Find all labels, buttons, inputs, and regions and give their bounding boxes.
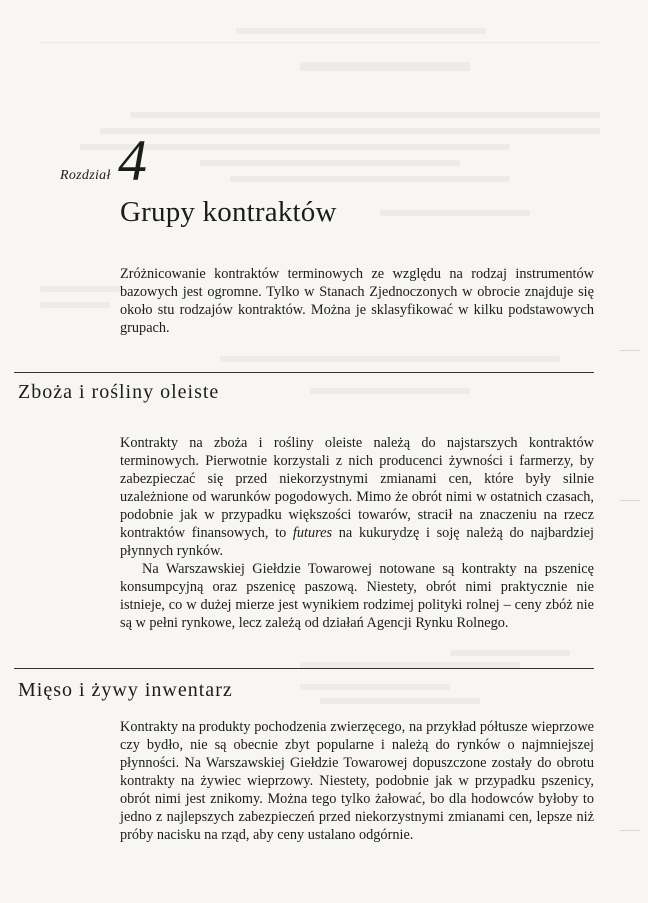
section-body-livestock [120,718,594,844]
section-heading-livestock: Mięso i żywy inwentarz [18,679,233,701]
paragraph: Kontrakty na produkty pochodzenia zwierzęcego, na przykład półtusze wieprzowe czy bydło, nie są obecnie zbyt popularne i należą do rynków o najmniejszej płynności. Na Warszawskiej Giełdzie Towarowej dopuszczone zostały do obrotu kontrakty na żywiec wieprzowy. Niestety, podobnie jak w przypadku pszenicy, obrót nimi jest znikomy. Można tego tylko żałować, bo dla hodowców byłoby to jedno z najlepszych zabezpieczeń przed niekorzystnymi zmianami cen, lepsze niż próby nacisku na rząd, aby ceny ustalano odgórnie. [120,719,594,843]
margin-mark [620,830,640,831]
paragraph-text: na kukurydzę i soję należą do najbardziej płynnych rynków. [120,525,594,559]
paragraph: Na Warszawskiej Giełdzie Towarowej notowane są kontrakty na pszenicę konsumpcyjną oraz pszenicę paszową. Niestety, obrót nimi praktycznie nie istnieje, co w dużej mierze jest wynikiem rodzimej polityki rolnej – ceny zbóż nie są w pełni rynkowe, lecz zależą od działań Agencji Rynku Rolnego. [120,561,594,631]
emphasis-text: futures [292,525,333,541]
chapter-number: 4 [118,128,147,193]
chapter-label: Rozdział [60,168,111,183]
chapter-intro: Zróżnicowanie kontraktów terminowych ze względu na rodzaj instrumentów bazowych jest ogromne. Tylko w Stanach Zjednoczonych w obrocie znajduje się około stu rodzajów kontraktów. Można je sklasyfikować w kilku podstawowych grupach. [120,266,594,336]
section-divider [14,372,594,373]
margin-mark [620,500,640,501]
section-body-grains [120,434,594,632]
chapter-title: Grupy kontraktów [120,196,337,228]
paragraph-text: Kontrakty na zboża i rośliny oleiste należą do najstarszych kontraktów terminowych. Pierwotnie korzystali z nich producenci żywności i farmerzy, by zabezpieczać się przed niekorzystnymi zmianami cen, które były silnie uzależnione od warunków pogodowych. Mimo że obrót nimi w ostatnich czasach, podobnie jak w przypadku większości towarów, stracił na znaczeniu na rzecz kontraktów finansowych, to [120,435,594,541]
paragraph [120,434,594,560]
section-heading-grains: Zboża i rośliny oleiste [18,381,220,403]
margin-mark [620,350,640,351]
section-divider [14,668,594,669]
